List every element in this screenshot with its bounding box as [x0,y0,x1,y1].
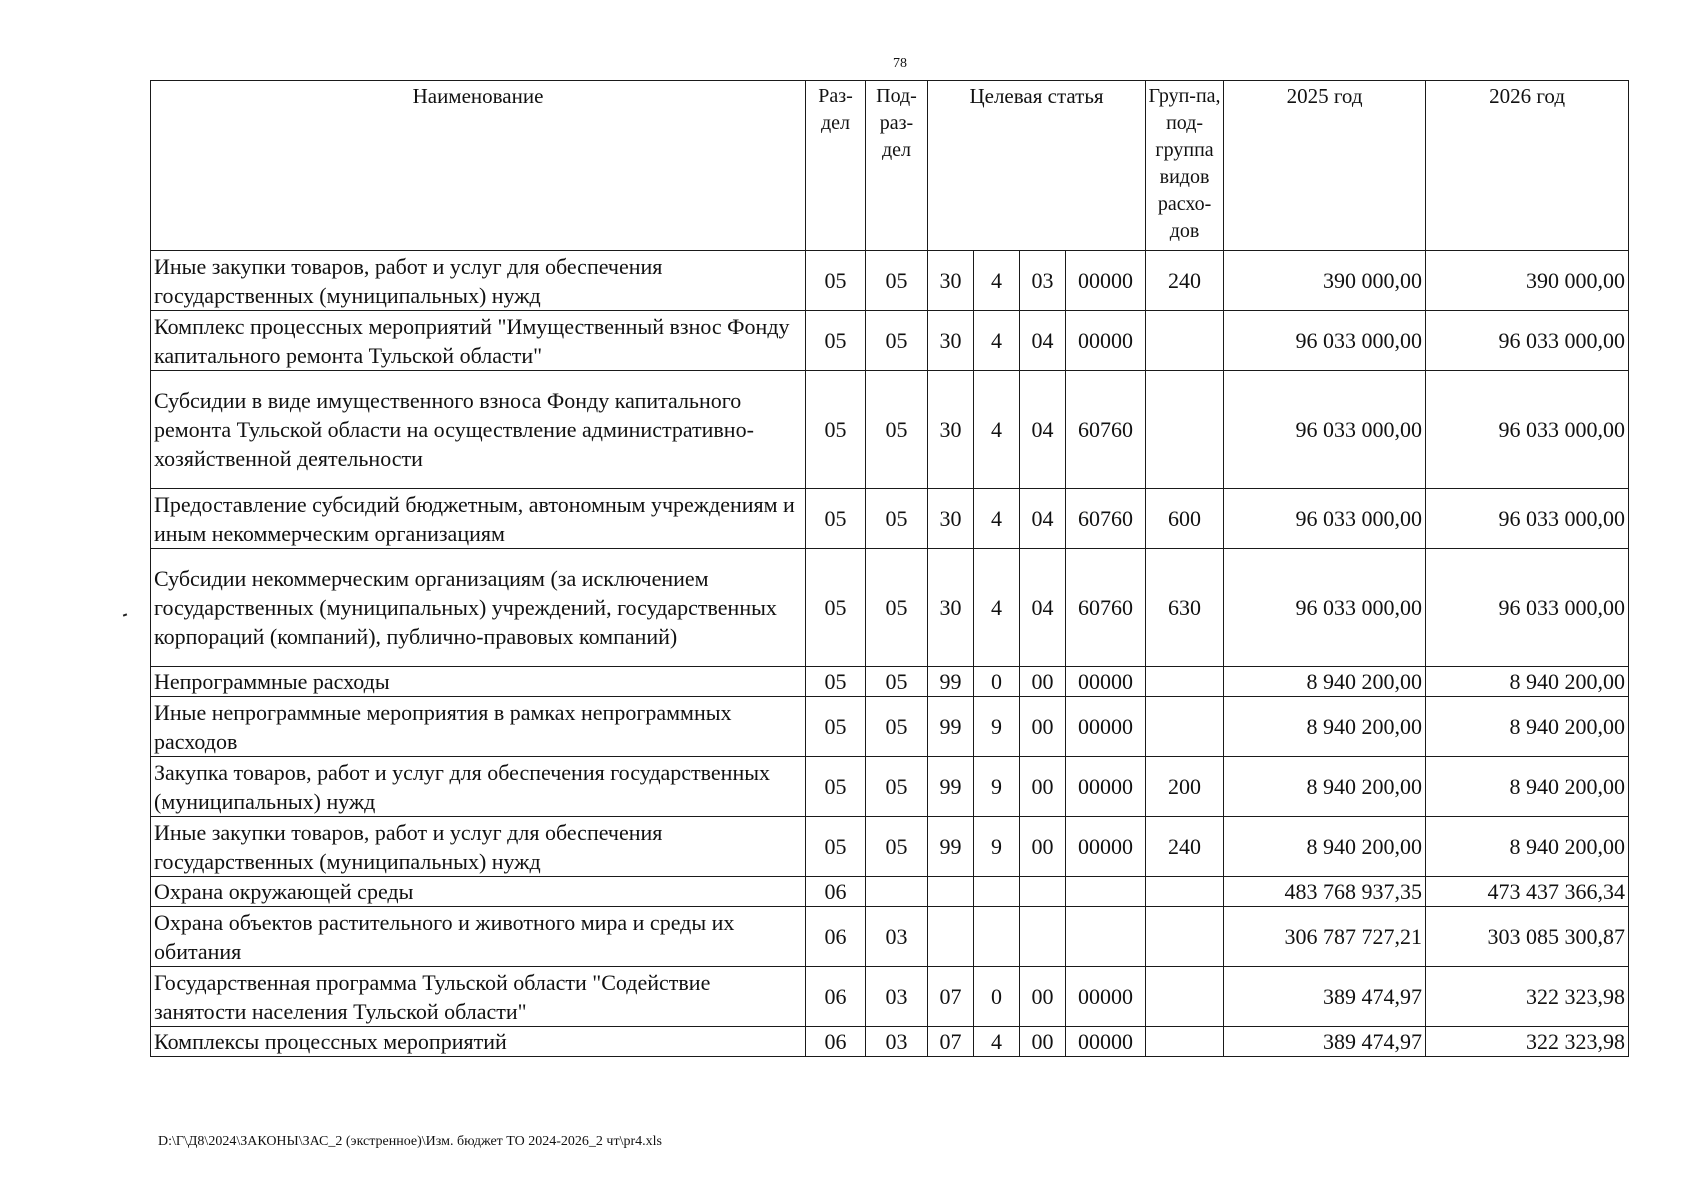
header-row [151,81,1629,251]
row-target-type [974,877,1020,907]
row-podrazdel [866,877,928,907]
row-name: Субсидии некоммерческим организациям (за исключением государственных (муниципальных) учреждений, государственных корпораций (компаний), публично-правовых компаний) [151,549,806,667]
row-amount-2026: 8 940 200,00 [1426,697,1629,757]
header-target: Целевая статья [928,81,1146,251]
page-number: 78 [893,56,907,71]
row-target-type: 9 [974,817,1020,877]
row-name: Комплексы процессных мероприятий [151,1027,806,1057]
row-razdel: 05 [806,667,866,697]
header-name: Наименование [151,81,806,251]
row-expense-group [1146,667,1224,697]
row-razdel: 06 [806,877,866,907]
row-amount-2025: 8 940 200,00 [1224,667,1426,697]
row-razdel: 05 [806,697,866,757]
row-target-direction: 60760 [1066,371,1146,489]
row-amount-2026: 322 323,98 [1426,1027,1629,1057]
row-target-subprogram: 00 [1020,967,1066,1027]
row-target-direction: 00000 [1066,311,1146,371]
table-row [151,757,1629,817]
row-podrazdel: 05 [866,311,928,371]
table-row [151,251,1629,311]
row-target-program: 30 [928,311,974,371]
header-2026: 2026 год [1426,81,1629,251]
row-target-program: 07 [928,967,974,1027]
row-target-subprogram [1020,907,1066,967]
row-razdel: 05 [806,311,866,371]
header-2025: 2025 год [1224,81,1426,251]
row-podrazdel: 03 [866,967,928,1027]
row-amount-2026: 8 940 200,00 [1426,757,1629,817]
table-row [151,697,1629,757]
row-podrazdel: 05 [866,697,928,757]
row-target-subprogram: 04 [1020,371,1066,489]
row-razdel: 05 [806,817,866,877]
row-name: Комплекс процессных мероприятий "Имущественный взнос Фонду капитального ремонта Тульской области" [151,311,806,371]
row-target-subprogram: 03 [1020,251,1066,311]
row-expense-group: 630 [1146,549,1224,667]
row-target-program: 30 [928,371,974,489]
row-target-program: 99 [928,667,974,697]
row-podrazdel: 05 [866,757,928,817]
row-expense-group [1146,907,1224,967]
row-name: Иные закупки товаров, работ и услуг для обеспечения государственных (муниципальных) нужд [151,251,806,311]
row-amount-2025: 483 768 937,35 [1224,877,1426,907]
row-target-direction: 00000 [1066,817,1146,877]
row-target-program: 99 [928,757,974,817]
row-target-program: 99 [928,697,974,757]
row-name: Субсидии в виде имущественного взноса Фонду капитального ремонта Тульской области на осуществление административно-хозяйственной деятельности [151,371,806,489]
row-target-type: 4 [974,251,1020,311]
table-row [151,817,1629,877]
row-target-type: 9 [974,697,1020,757]
row-podrazdel: 05 [866,817,928,877]
row-name: Иные непрограммные мероприятия в рамках непрограммных расходов [151,697,806,757]
row-target-direction [1066,877,1146,907]
row-razdel: 05 [806,549,866,667]
row-amount-2025: 8 940 200,00 [1224,697,1426,757]
row-amount-2026: 8 940 200,00 [1426,817,1629,877]
row-target-subprogram: 04 [1020,311,1066,371]
row-target-type: 0 [974,967,1020,1027]
row-target-subprogram: 04 [1020,549,1066,667]
row-expense-group [1146,311,1224,371]
row-amount-2026: 390 000,00 [1426,251,1629,311]
row-amount-2025: 390 000,00 [1224,251,1426,311]
budget-table [150,80,1629,1057]
row-amount-2026: 322 323,98 [1426,967,1629,1027]
table-row [151,549,1629,667]
row-amount-2026: 303 085 300,87 [1426,907,1629,967]
row-name: Закупка товаров, работ и услуг для обеспечения государственных (муниципальных) нужд [151,757,806,817]
row-razdel: 05 [806,489,866,549]
row-amount-2025: 389 474,97 [1224,1027,1426,1057]
row-amount-2025: 96 033 000,00 [1224,489,1426,549]
header-podrazdel: Под-раз-дел [866,81,928,251]
row-razdel: 05 [806,757,866,817]
header-group: Груп-па, под-группа видов расхо-дов [1146,81,1224,251]
row-target-type: 4 [974,1027,1020,1057]
row-podrazdel: 03 [866,907,928,967]
row-target-direction: 60760 [1066,549,1146,667]
row-target-direction: 60760 [1066,489,1146,549]
row-target-direction [1066,907,1146,967]
row-amount-2026: 96 033 000,00 [1426,489,1629,549]
row-expense-group: 600 [1146,489,1224,549]
row-target-type: 0 [974,667,1020,697]
row-name: Охрана объектов растительного и животного мира и среды их обитания [151,907,806,967]
row-target-program: 30 [928,251,974,311]
row-target-program: 30 [928,489,974,549]
row-amount-2026: 96 033 000,00 [1426,311,1629,371]
row-target-direction: 00000 [1066,967,1146,1027]
row-podrazdel: 05 [866,489,928,549]
row-target-type: 4 [974,489,1020,549]
table-row [151,667,1629,697]
row-expense-group [1146,1027,1224,1057]
row-target-subprogram: 04 [1020,489,1066,549]
row-target-subprogram [1020,877,1066,907]
row-amount-2025: 306 787 727,21 [1224,907,1426,967]
row-target-program [928,877,974,907]
row-amount-2026: 473 437 366,34 [1426,877,1629,907]
row-target-type: 4 [974,549,1020,667]
row-amount-2025: 8 940 200,00 [1224,817,1426,877]
row-podrazdel: 03 [866,1027,928,1057]
row-target-program: 07 [928,1027,974,1057]
row-podrazdel: 05 [866,667,928,697]
table-row [151,907,1629,967]
header-razdel: Раз-дел [806,81,866,251]
row-podrazdel: 05 [866,371,928,489]
footer-file-path: D:\Г\Д8\2024\ЗАКОНЫ\ЗАС_2 (экстренное)\Изм. бюджет ТО 2024-2026_2 чт\pr4.xls [158,1134,662,1149]
row-target-direction: 00000 [1066,1027,1146,1057]
row-razdel: 06 [806,967,866,1027]
row-expense-group: 240 [1146,817,1224,877]
row-razdel: 05 [806,371,866,489]
row-target-subprogram: 00 [1020,667,1066,697]
row-podrazdel: 05 [866,251,928,311]
row-name: Охрана окружающей среды [151,877,806,907]
row-target-subprogram: 00 [1020,757,1066,817]
row-target-direction: 00000 [1066,251,1146,311]
row-name: Государственная программа Тульской области "Содействие занятости населения Тульской области" [151,967,806,1027]
row-target-type: 4 [974,311,1020,371]
row-name: Предоставление субсидий бюджетным, автономным учреждениям и иным некоммерческим организациям [151,489,806,549]
row-amount-2026: 96 033 000,00 [1426,371,1629,489]
row-target-subprogram: 00 [1020,697,1066,757]
row-target-program [928,907,974,967]
row-expense-group [1146,967,1224,1027]
table-row [151,967,1629,1027]
row-expense-group [1146,697,1224,757]
table-row [151,1027,1629,1057]
row-target-type: 9 [974,757,1020,817]
row-expense-group [1146,371,1224,489]
row-amount-2026: 96 033 000,00 [1426,549,1629,667]
table-row [151,371,1629,489]
row-target-subprogram: 00 [1020,1027,1066,1057]
row-target-direction: 00000 [1066,667,1146,697]
row-amount-2025: 96 033 000,00 [1224,549,1426,667]
row-amount-2025: 96 033 000,00 [1224,371,1426,489]
row-name: Непрограммные расходы [151,667,806,697]
row-expense-group: 240 [1146,251,1224,311]
row-razdel: 06 [806,1027,866,1057]
row-name: Иные закупки товаров, работ и услуг для обеспечения государственных (муниципальных) нужд [151,817,806,877]
row-expense-group: 200 [1146,757,1224,817]
row-amount-2025: 8 940 200,00 [1224,757,1426,817]
row-amount-2025: 96 033 000,00 [1224,311,1426,371]
table-row [151,311,1629,371]
row-target-direction: 00000 [1066,697,1146,757]
row-podrazdel: 05 [866,549,928,667]
table-row [151,877,1629,907]
row-amount-2025: 389 474,97 [1224,967,1426,1027]
row-expense-group [1146,877,1224,907]
row-target-type [974,907,1020,967]
row-target-type: 4 [974,371,1020,489]
row-amount-2026: 8 940 200,00 [1426,667,1629,697]
table-row [151,489,1629,549]
scan-mark [123,613,127,616]
row-target-direction: 00000 [1066,757,1146,817]
row-target-subprogram: 00 [1020,817,1066,877]
row-razdel: 05 [806,251,866,311]
row-razdel: 06 [806,907,866,967]
row-target-program: 99 [928,817,974,877]
row-target-program: 30 [928,549,974,667]
